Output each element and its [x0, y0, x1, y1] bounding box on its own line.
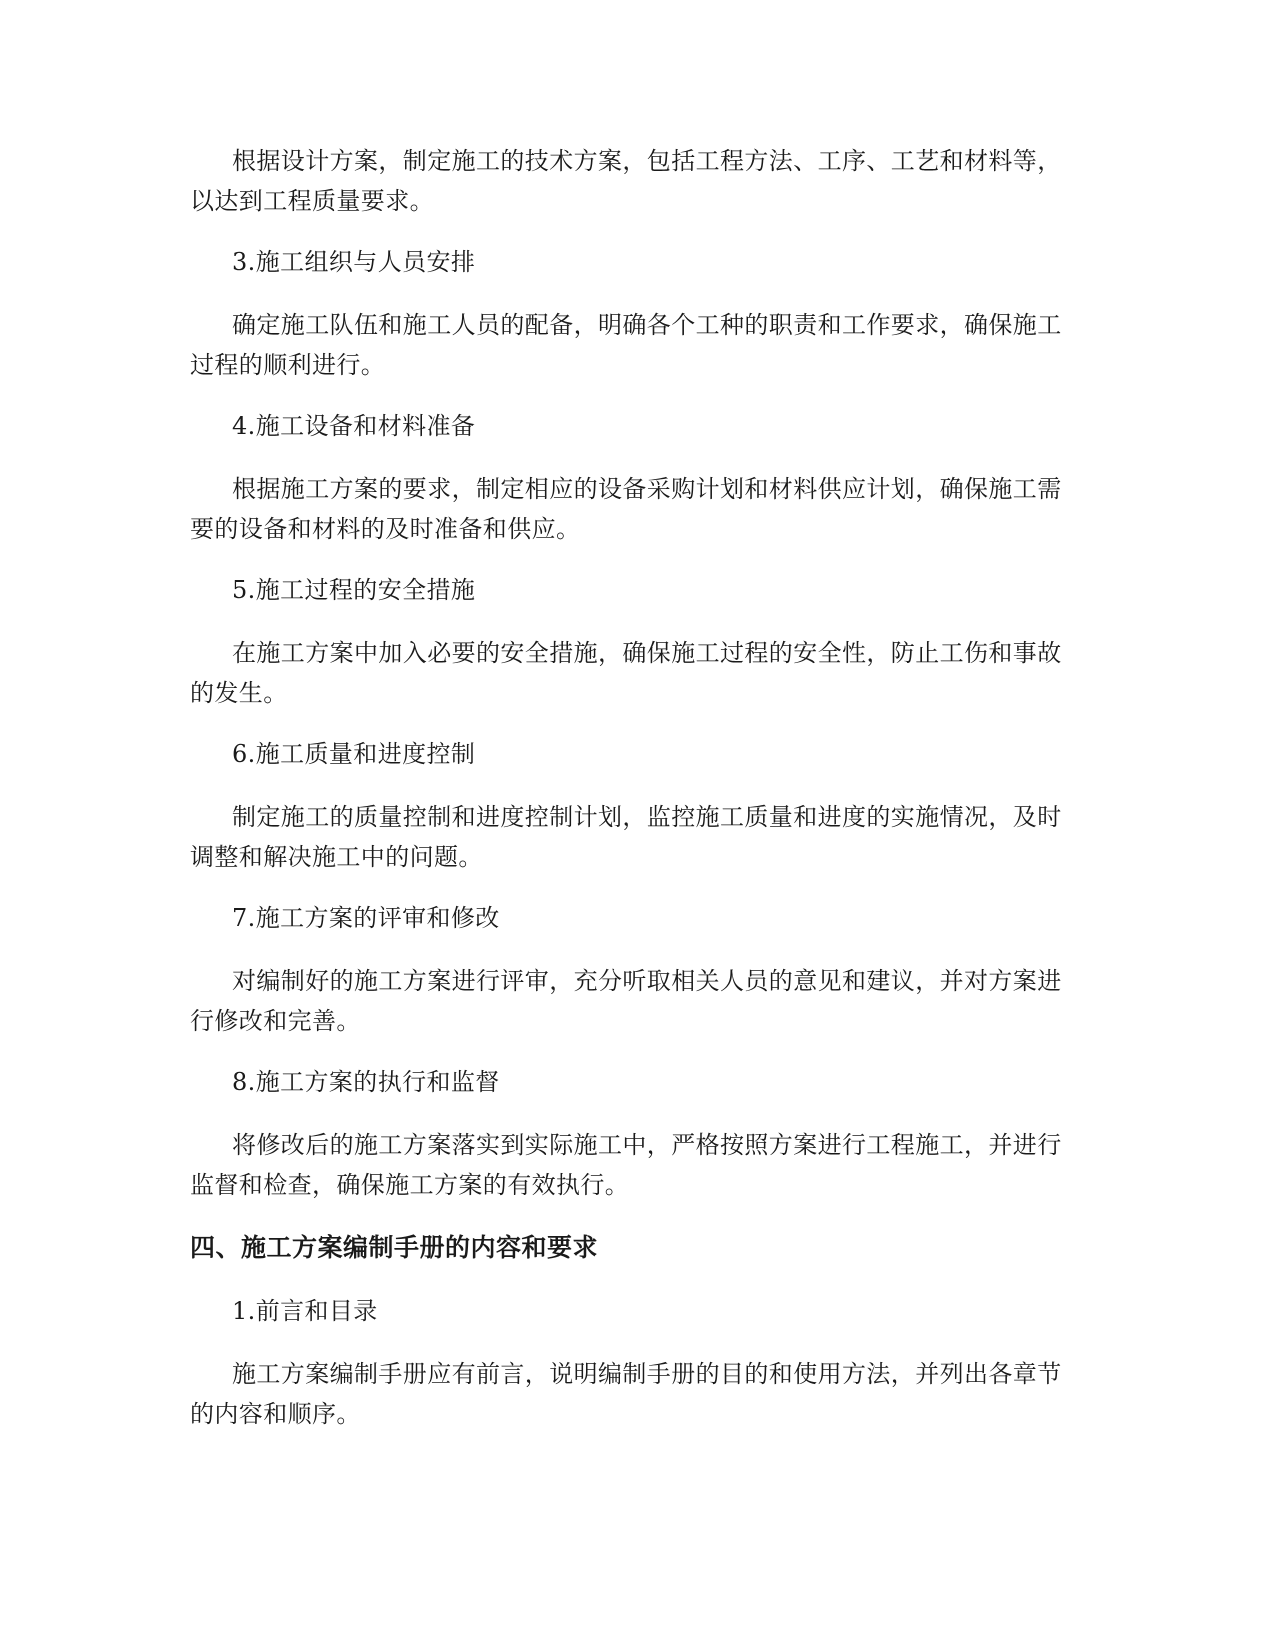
- paragraph-line: 的内容和顺序。: [190, 1400, 361, 1428]
- paragraph-line: 制定施工的质量控制和进度控制计划，监控施工质量和进度的实施情况，及时: [232, 803, 1062, 831]
- subheading: 6.施工质量和进度控制: [232, 740, 476, 768]
- paragraph-line: 根据设计方案，制定施工的技术方案，包括工程方法、工序、工艺和材料等，: [232, 147, 1062, 175]
- paragraph-line: 确定施工队伍和施工人员的配备，明确各个工种的职责和工作要求，确保施工: [232, 311, 1062, 339]
- paragraph-line: 以达到工程质量要求。: [190, 187, 434, 215]
- paragraph-line: 过程的顺利进行。: [190, 351, 386, 379]
- paragraph-line: 对编制好的施工方案进行评审，充分听取相关人员的意见和建议，并对方案进: [232, 967, 1062, 995]
- subheading: 7.施工方案的评审和修改: [232, 904, 500, 932]
- subheading: 4.施工设备和材料准备: [232, 412, 476, 440]
- subheading: 1.前言和目录: [232, 1297, 378, 1325]
- paragraph-line: 将修改后的施工方案落实到实际施工中，严格按照方案进行工程施工，并进行: [232, 1131, 1062, 1159]
- paragraph-line: 调整和解决施工中的问题。: [190, 843, 483, 871]
- subheading: 3.施工组织与人员安排: [232, 248, 476, 276]
- paragraph-line: 要的设备和材料的及时准备和供应。: [190, 515, 581, 543]
- subheading: 8.施工方案的执行和监督: [232, 1068, 500, 1096]
- paragraph-line: 在施工方案中加入必要的安全措施，确保施工过程的安全性，防止工伤和事故: [232, 639, 1062, 667]
- paragraph-line: 的发生。: [190, 679, 288, 707]
- paragraph-line: 行修改和完善。: [190, 1007, 361, 1035]
- subheading: 5.施工过程的安全措施: [232, 576, 476, 604]
- paragraph-line: 监督和检查，确保施工方案的有效执行。: [190, 1171, 630, 1199]
- section-heading: 四、施工方案编制手册的内容和要求: [190, 1233, 599, 1262]
- paragraph-line: 根据施工方案的要求，制定相应的设备采购计划和材料供应计划，确保施工需: [232, 475, 1062, 503]
- paragraph-line: 施工方案编制手册应有前言，说明编制手册的目的和使用方法，并列出各章节: [232, 1360, 1062, 1388]
